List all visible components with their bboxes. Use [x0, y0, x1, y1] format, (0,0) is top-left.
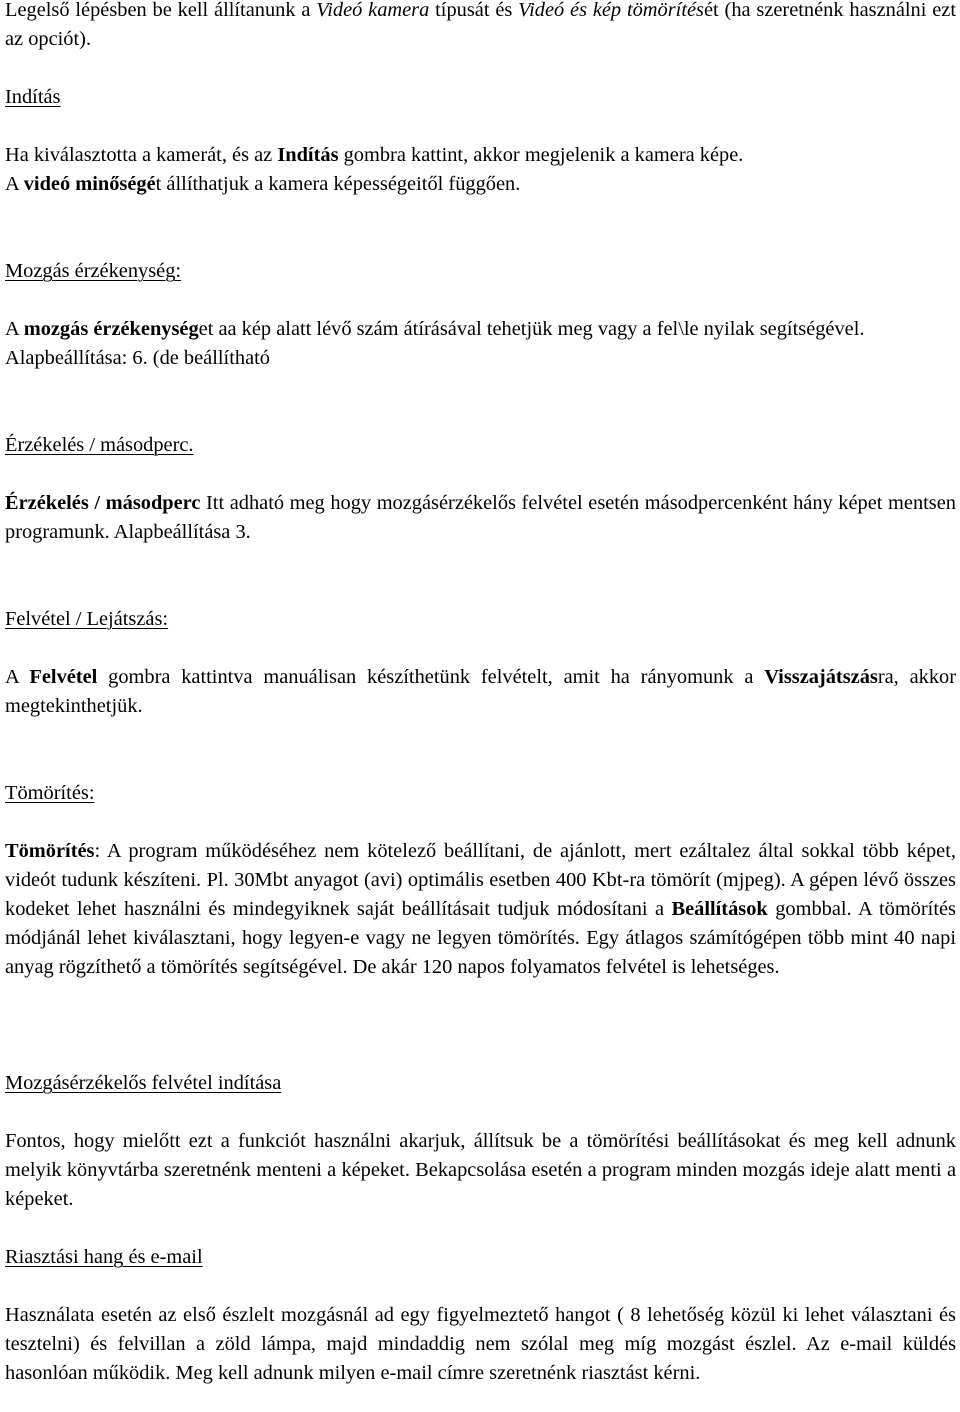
felvetel-paragraph: [5, 663, 956, 721]
heading-riasztasi-hang: Riasztási hang és e-mail: [5, 1246, 203, 1268]
tomorites-text-2: gombbal. A tömörítés módjánál lehet kiválasztani, hogy legyen-e vagy ne legyen tömörítés. Egy átlagos számítógépen több mint 40 napi anyag rögzíthető a tömörítés segítségével. De akár 120 napos folyamatos felvétel is lehetséges.: [5, 898, 956, 978]
intro-text-1: Legelső lépésben be kell állítanunk a: [5, 0, 317, 21]
tomorites-text-1: : A program működéséhez nem kötelező beállítani, de ajánlott, mert ezáltalez által sokkal több képet, videót tudunk készíteni. Pl. 30Mbt anyagot (avi) optimális esetben 400 Kbt-ra tömörít (mjpeg). A gépen lévő összes kodeket lehet használni és mindegyiknek saját beállításait tudjuk módosítani a: [5, 840, 956, 920]
felvetel-text-2: gombra kattintva manuálisan készíthetünk felvételt, amit ha rányomunk a: [97, 666, 765, 688]
intro-italic-video-camera: Videó kamera: [316, 0, 430, 21]
intro-text-3: ét (ha szeretnénk használni ezt az opciót).: [5, 0, 956, 50]
felvetel-bold-record: Felvétel: [29, 666, 98, 688]
mozgas-text-2: et aa kép alatt lévő szám átírásával tehetjük meg vagy a fel\le nyilak segítségével.: [198, 318, 865, 340]
tomorites-paragraph: [5, 837, 956, 982]
heading-erzekeles-masodperc: Érzékelés / másodperc.: [5, 434, 194, 456]
heading-inditas: Indítás: [5, 86, 61, 108]
mozgas-paragraph: [5, 315, 956, 373]
heading-felvetel-lejatszas: Felvétel / Lejátszás:: [5, 608, 169, 630]
intro-text-2: típusát és: [429, 0, 519, 21]
intro-italic-compression: Videó és kép tömörítés: [518, 0, 704, 21]
felvetel-text-1: A: [5, 666, 30, 688]
inditas-text-4: t állíthatjuk a kamera képességeitől függően.: [155, 173, 521, 195]
felvetel-bold-playback: Visszajátszás: [764, 666, 878, 688]
heading-mozgaserzekelos-inditas: Mozgásérzékelős felvétel indítása: [5, 1072, 282, 1094]
riasztas-paragraph: Használata esetén az első észlelt mozgásnál ad egy figyelmeztető hangot ( 8 lehetőség közül ki lehet választani és tesztelni) és felvillan a zöld lámpa, majd mindaddig nem szólal meg míg mozgást észlel. Az e-mail küldés hasonlóan működik. Meg kell adnunk milyen e-mail címre szeretnénk riasztást kérni.: [5, 1304, 956, 1384]
mozgas-text-1: A: [5, 318, 24, 340]
inditasa-paragraph: Fontos, hogy mielőtt ezt a funkciót használni akarjuk, állítsuk be a tömörítési beállításokat és meg kell adnunk melyik könyvtárba szeretnénk menteni a képeket. Bekapcsolása esetén a program minden mozgás ideje alatt menti a képeket.: [5, 1130, 956, 1210]
inditas-text-3: A: [5, 173, 24, 195]
mozgas-default-value: Alapbeállítása: 6. (de beállítható: [5, 347, 270, 369]
intro-paragraph: [5, 0, 956, 54]
inditas-paragraph: [5, 141, 956, 199]
erzekeles-bold-label: Érzékelés / másodperc: [5, 492, 201, 514]
tomorites-bold-label: Tömörítés: [5, 840, 95, 862]
inditas-text-1: Ha kiválasztotta a kamerát, és az: [5, 144, 278, 166]
inditas-text-2: gombra kattint, akkor megjelenik a kamera képe.: [338, 144, 744, 166]
inditas-bold-quality: videó minőségé: [23, 173, 156, 195]
mozgas-bold-sensitivity: mozgás érzékenység: [23, 318, 199, 340]
erzekeles-text: Itt adható meg hogy mozgásérzékelős felvétel esetén másodpercenként hány képet mentsen programunk. Alapbeállítása 3.: [5, 492, 956, 543]
heading-mozgas-erzekenyseg: Mozgás érzékenység:: [5, 260, 182, 282]
tomorites-bold-settings: Beállítások: [671, 898, 768, 920]
erzekeles-paragraph: [5, 489, 956, 547]
inditas-bold-start: Indítás: [277, 144, 339, 166]
felvetel-text-3: ra, akkor megtekinthetjük.: [5, 666, 957, 717]
heading-tomorites: Tömörítés:: [5, 782, 95, 804]
